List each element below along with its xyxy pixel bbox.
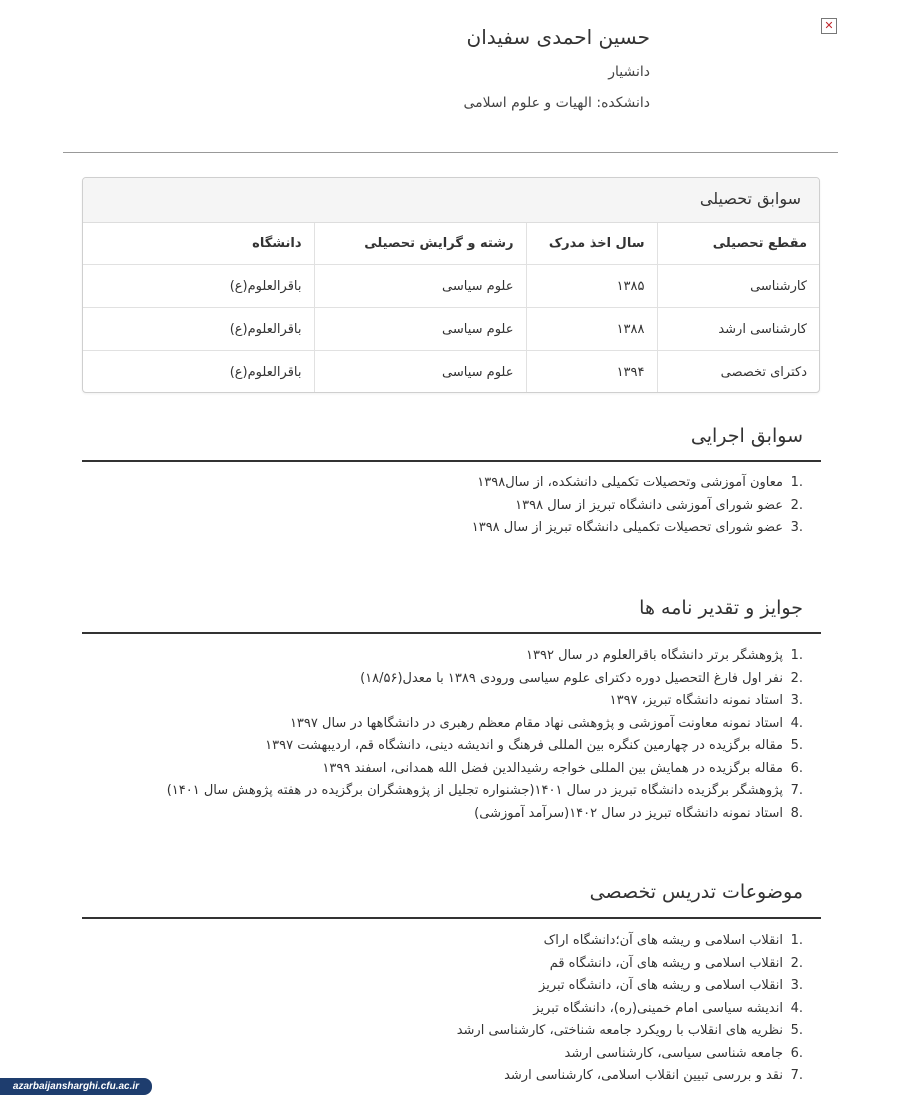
table-row [83,308,819,351]
cell-field: علوم سیاسی [314,308,526,351]
profile-faculty: دانشکده: الهیات و علوم اسلامی [463,95,650,111]
list-item: .4 استاد نمونه معاونت آموزشی و پژوهشی نهاد مقام معظم رهبری در دانشگاهها در سال ۱۳۹۷ [289,715,803,731]
executive-title: سوابق اجرایی [690,425,803,447]
list-item: .5 مقاله برگزیده در چهارمین کنگره بین المللی فرهنگ و اندیشه دینی، دانشگاه قم، اردیبهشت ۱۳۹۷ [265,738,803,753]
cell-year: ۱۳۸۸ [526,308,657,351]
table-row [83,265,819,308]
cell-year: ۱۳۸۵ [526,265,657,308]
header-university: دانشگاه [83,223,314,265]
education-panel [82,177,820,393]
teaching-divider [82,917,821,919]
cell-university: باقرالعلوم(ع) [83,351,314,394]
header-degree: مقطع تحصیلی [657,223,819,265]
awards-divider [82,632,821,634]
list-item: .5 نظریه های انقلاب با رویکرد جامعه شناختی، کارشناسی ارشد [456,1023,803,1038]
list-item: .4 اندیشه سیاسی امام خمینی(ره)، دانشگاه تبریز [533,1000,803,1016]
list-item: .1 انقلاب اسلامی و ریشه های آن؛دانشگاه اراک [543,933,803,948]
site-watermark: azarbaijansharghi.cfu.ac.ir [0,1078,152,1095]
close-icon[interactable]: ✕ [821,18,837,34]
cell-degree: دکترای تخصصی [657,351,819,394]
list-item: .6 مقاله برگزیده در همایش بین المللی خواجه رشیدالدین فضل الله همدانی، اسفند ۱۳۹۹ [322,760,803,776]
list-item: .6 جامعه شناسی سیاسی، کارشناسی ارشد [564,1045,803,1061]
executive-divider [82,460,821,462]
teaching-title: موضوعات تدریس تخصصی [589,881,803,903]
cell-university: باقرالعلوم(ع) [83,308,314,351]
list-item: .2 عضو شورای آموزشی دانشگاه تبریز از سال ۱۳۹۸ [515,497,803,513]
teaching-list [457,930,803,1088]
profile-rank: دانشیار [608,64,650,80]
list-item: .8 استاد نمونه دانشگاه تبریز در سال ۱۴۰۲(سرآمد آموزشی) [474,805,803,821]
cell-field: علوم سیاسی [314,265,526,308]
cell-field: علوم سیاسی [314,351,526,394]
executive-list [472,472,803,540]
list-item: .3 انقلاب اسلامی و ریشه های آن، دانشگاه تبریز [539,978,803,993]
education-table [83,223,819,393]
list-item: .1 پژوهشگر برتر دانشگاه باقرالعلوم در سال ۱۳۹۲ [526,648,803,663]
list-item: .2 انقلاب اسلامی و ریشه های آن، دانشگاه قم [549,955,803,971]
list-item: .3 استاد نمونه دانشگاه تبریز، ۱۳۹۷ [609,693,803,708]
profile-name: حسین احمدی سفیدان [466,25,650,49]
list-item: .1 معاون آموزشی وتحصیلات تکمیلی دانشکده، از سال۱۳۹۸ [477,475,803,490]
list-item: .3 عضو شورای تحصیلات تکمیلی دانشگاه تبریز از سال ۱۳۹۸ [471,520,803,535]
cell-degree: کارشناسی [657,265,819,308]
header-divider [63,152,838,153]
cell-degree: کارشناسی ارشد [657,308,819,351]
header-year: سال اخذ مدرک [526,223,657,265]
cell-university: باقرالعلوم(ع) [83,265,314,308]
education-title: سوابق تحصیلی [83,178,819,223]
cell-year: ۱۳۹۴ [526,351,657,394]
header-field: رشته و گرایش تحصیلی [314,223,526,265]
list-item: .2 نفر اول فارغ التحصیل دوره دکترای علوم سیاسی ورودی ۱۳۸۹ با معدل(۱۸/۵۶) [360,670,803,686]
awards-list [167,645,803,825]
list-item: .7 نقد و بررسی تبیین انقلاب اسلامی، کارشناسی ارشد [504,1068,803,1083]
table-header-row [83,223,819,265]
awards-title: جوایز و تقدیر نامه ها [639,597,803,619]
list-item: .7 پژوهشگر برگزیده دانشگاه تبریز در سال ۱۴۰۱(جشنواره تجلیل از پژوهشگران برگزیده در هفته پژوهش سال ۱۴۰۱) [166,783,803,798]
table-row [83,351,819,394]
